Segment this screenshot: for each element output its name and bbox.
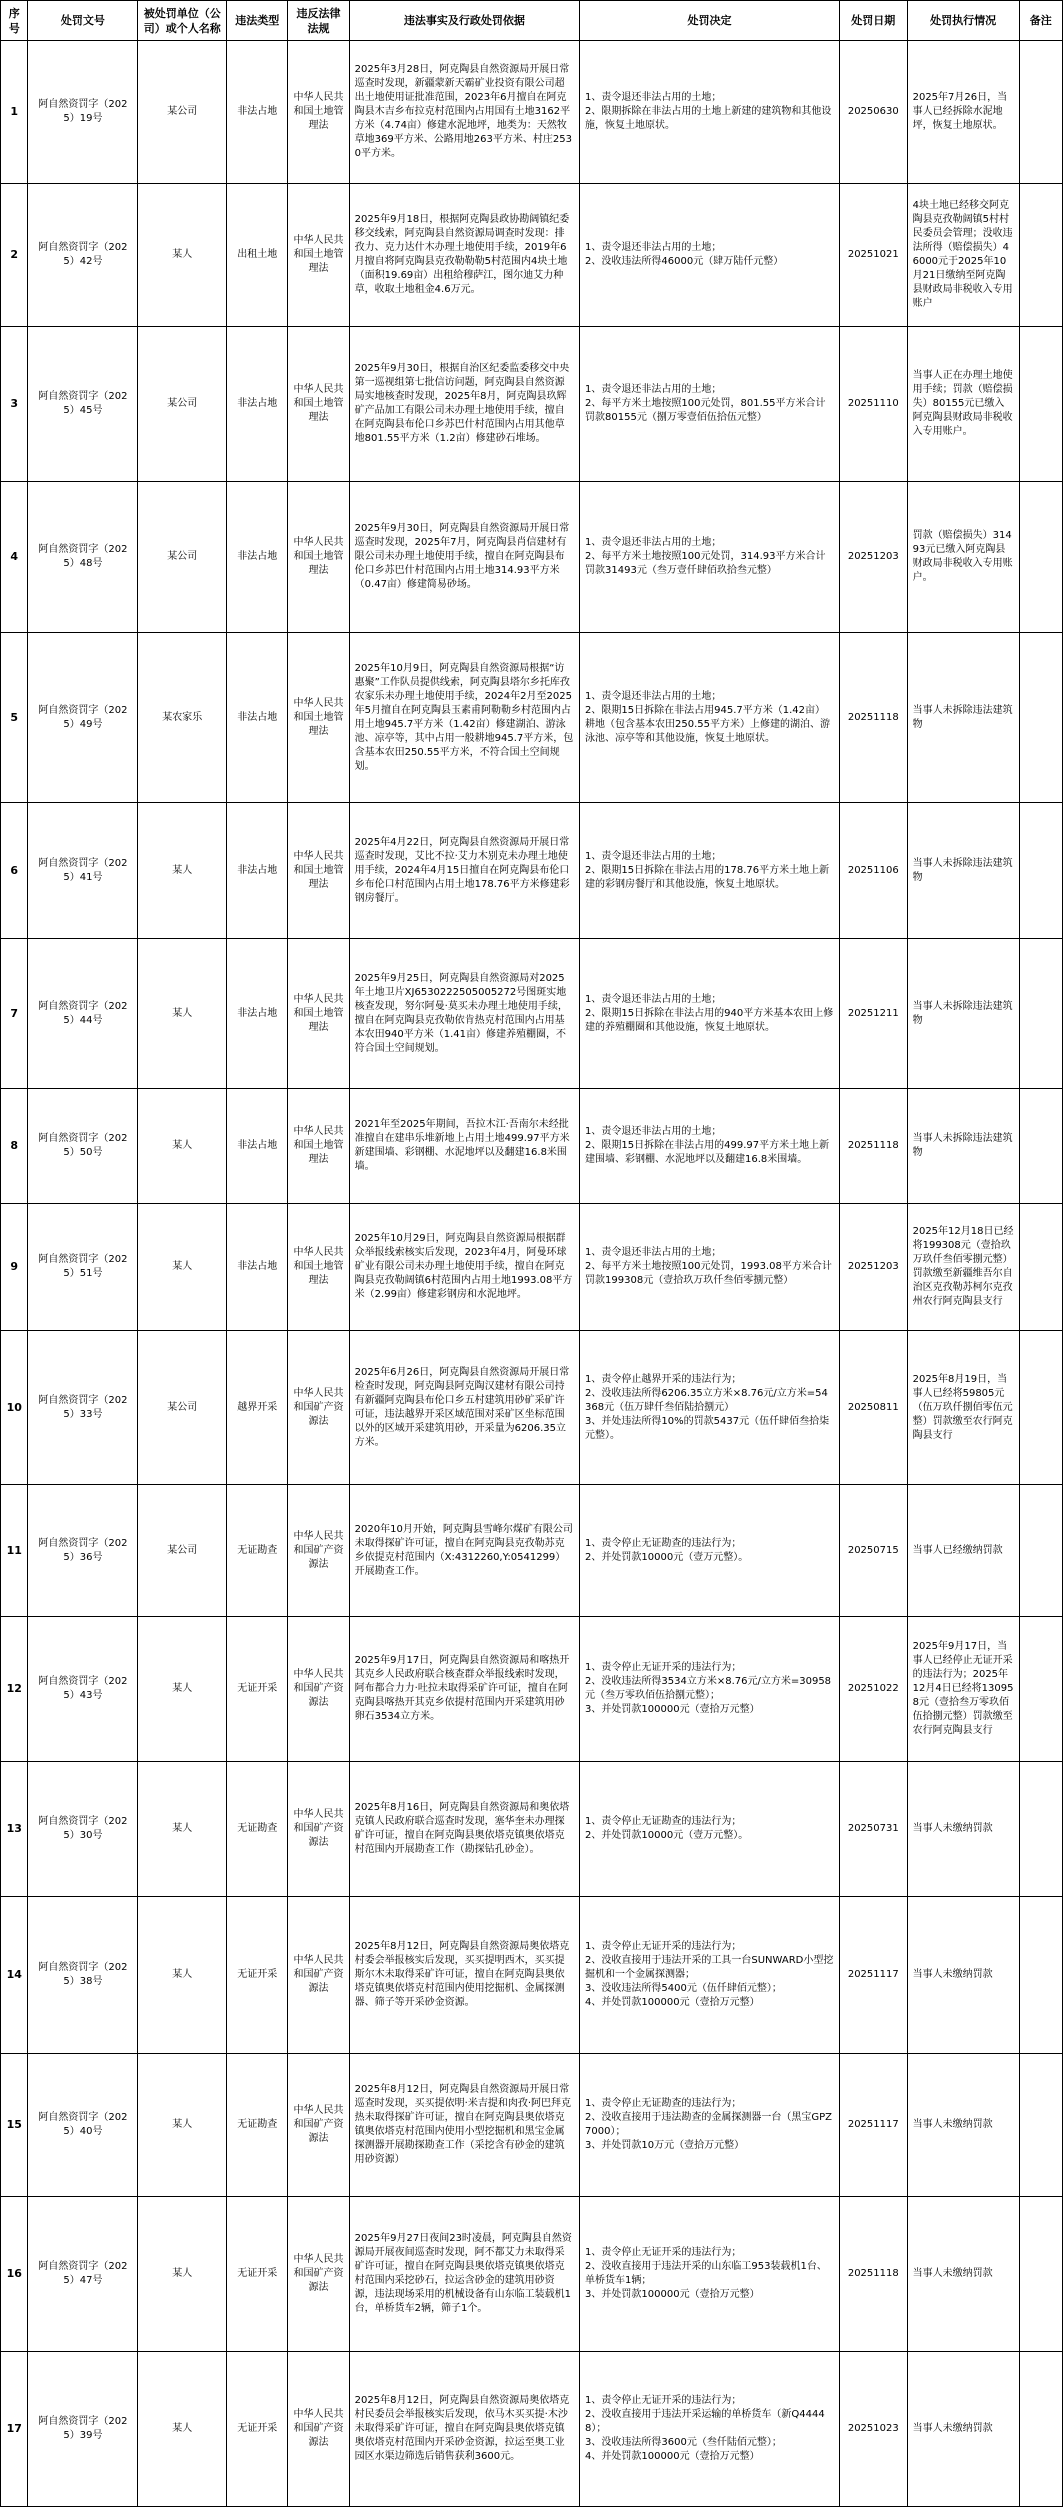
doc-number: 阿自然资罚字（2025）44号	[28, 939, 138, 1089]
execution-status: 当事人未缴纳罚款	[907, 2054, 1019, 2197]
decision-text: 1、责令停止无证开采的违法行为； 2、没收直接用于违法开采的工具一台SUNWARD小型挖掘机和一个金属探测器； 3、没收违法所得5400元（伍仟肆佰元整）； 4、并处罚款100000元（壹拾万元整）	[580, 1897, 840, 2054]
note	[1019, 482, 1062, 633]
table-row	[1, 184, 1063, 327]
party-name: 某人	[138, 1617, 227, 1762]
table-row	[1, 482, 1063, 633]
doc-number: 阿自然资罚字（2025）51号	[28, 1204, 138, 1331]
decision-text: 1、责令停止无证勘查的违法行为； 2、并处罚款10000元（壹万元整）。	[580, 1762, 840, 1897]
execution-status: 当事人未缴纳罚款	[907, 1897, 1019, 2054]
violation-type: 无证开采	[227, 2352, 288, 2507]
table-row	[1, 939, 1063, 1089]
penalty-date: 20251023	[839, 2352, 907, 2507]
table-row	[1, 2352, 1063, 2507]
row-number: 16	[1, 2197, 28, 2352]
header-exec: 处罚执行情况	[907, 1, 1019, 41]
violation-type: 非法占地	[227, 633, 288, 803]
header-row	[1, 1, 1063, 41]
decision-text: 1、责令停止无证勘查的违法行为； 2、没收直接用于违法勘查的金属探测器一台（黑宝GPZ7000）； 3、并处罚款10万元（壹拾万元整）	[580, 2054, 840, 2197]
table-row	[1, 1762, 1063, 1897]
violated-law: 中华人民共和国土地管理法	[288, 184, 349, 327]
doc-number: 阿自然资罚字（2025）45号	[28, 327, 138, 482]
penalty-date: 20250715	[839, 1485, 907, 1617]
violated-law: 中华人民共和国矿产资源法	[288, 1762, 349, 1897]
violation-type: 无证开采	[227, 1897, 288, 2054]
facts-text: 2021年至2025年期间，吾拉木江·吾南尔未经批准擅自在建串乐堆新地上占用土地499.97平方米新建围墙、彩钢棚、水泥地坪以及翻建16.8米围墙。	[349, 1089, 579, 1204]
facts-text: 2025年10月9日，阿克陶县自然资源局根据“访惠聚”工作队员提供线索，阿克陶县塔尔乡托库孜农家乐未办理土地使用手续，2024年2月至2025年5月擅自在阿克陶县玉素甫阿勒勒乡村范围内占用土地945.7平方米（1.42亩）修建湖泊、游泳池、凉亭等，其中占用一般耕地945.7平方米，包含基本农田250.55平方米，不符合国土空间规划。	[349, 633, 579, 803]
decision-text: 1、责令退还非法占用的土地； 2、限期15日拆除在非法占用945.7平方米（1.42亩）耕地（包含基本农田250.55平方米）上修建的湖泊、游泳池、凉亭等和其他设施，恢复土地原状。	[580, 633, 840, 803]
violation-type: 非法占地	[227, 482, 288, 633]
party-name: 某人	[138, 184, 227, 327]
decision-text: 1、责令停止无证勘查的违法行为； 2、并处罚款10000元（壹万元整）。	[580, 1485, 840, 1617]
doc-number: 阿自然资罚字（2025）42号	[28, 184, 138, 327]
decision-text: 1、责令退还非法占用的土地； 2、限期15日拆除在非法占用的178.76平方米土地上新建的彩钢房餐厅和其他设施，恢复土地原状。	[580, 803, 840, 939]
doc-number: 阿自然资罚字（2025）48号	[28, 482, 138, 633]
row-number: 7	[1, 939, 28, 1089]
table-row	[1, 41, 1063, 184]
note	[1019, 1762, 1062, 1897]
table-row	[1, 633, 1063, 803]
execution-status: 2025年8月19日，当事人已经将59805元（伍万玖仟捌佰零伍元整）罚款缴至农行阿克陶县支行	[907, 1331, 1019, 1485]
party-name: 某人	[138, 2054, 227, 2197]
penalty-date: 20250731	[839, 1762, 907, 1897]
party-name: 某人	[138, 939, 227, 1089]
facts-text: 2025年4月22日，阿克陶县自然资源局开展日常巡查时发现，艾比不拉·艾力木别克未办理土地使用手续，2024年4月15日擅自在阿克陶县布伦口乡布伦口村范围内占用土地178.76平方米修建彩钢房餐厅。	[349, 803, 579, 939]
violated-law: 中华人民共和国土地管理法	[288, 633, 349, 803]
violation-type: 非法占地	[227, 1089, 288, 1204]
execution-status: 当事人未拆除违法建筑物	[907, 939, 1019, 1089]
row-number: 15	[1, 2054, 28, 2197]
execution-status: 罚款（赔偿损失）31493元已缴入阿克陶县财政局非税收入专用账户。	[907, 482, 1019, 633]
violation-type: 非法占地	[227, 803, 288, 939]
row-number: 4	[1, 482, 28, 633]
penalty-date: 20251203	[839, 482, 907, 633]
doc-number: 阿自然资罚字（2025）30号	[28, 1762, 138, 1897]
facts-text: 2025年9月30日，阿克陶县自然资源局开展日常巡查时发现，2025年7月，阿克陶县肖信建材有限公司未办理土地使用手续，擅自在阿克陶县布伦口乡苏巴什村范围内占用土地314.93平方米（0.47亩）修建简易砂场。	[349, 482, 579, 633]
decision-text: 1、责令停止无证开采的违法行为； 2、没收直接用于违法开采运输的单桥货车（新Q44448）； 3、没收违法所得3600元（叁仟陆佰元整）； 4、并处罚款100000元（壹拾万元整）	[580, 2352, 840, 2507]
note	[1019, 1485, 1062, 1617]
doc-number: 阿自然资罚字（2025）41号	[28, 803, 138, 939]
decision-text: 1、责令退还非法占用的土地； 2、每平方米土地按照100元处罚，1993.08平方米合计罚款199308元（壹拾玖万玖仟叁佰零捌元整）	[580, 1204, 840, 1331]
table-row	[1, 803, 1063, 939]
table-row	[1, 1897, 1063, 2054]
violated-law: 中华人民共和国矿产资源法	[288, 1617, 349, 1762]
party-name: 某人	[138, 1089, 227, 1204]
facts-text: 2025年9月30日，根据自治区纪委监委移交中央第一巡视组第七批信访问题，阿克陶县自然资源局实地核查时发现，2025年8月，阿克陶县玖辉矿产品加工有限公司未办理土地使用手续，擅自在阿克陶县布伦口乡苏巴什村范围内占用其他草地801.55平方米（1.2亩）修建砂石堆场。	[349, 327, 579, 482]
note	[1019, 633, 1062, 803]
header-law: 违反法律法规	[288, 1, 349, 41]
violation-type: 无证开采	[227, 2197, 288, 2352]
note	[1019, 803, 1062, 939]
note	[1019, 1897, 1062, 2054]
note	[1019, 1089, 1062, 1204]
table-row	[1, 1331, 1063, 1485]
facts-text: 2025年6月26日，阿克陶县自然资源局开展日常检查时发现，阿克陶县阿克陶汉建材有限公司持有新疆阿克陶县布伦口乡五村建筑用砂矿采矿许可证，违法越界开采区域范围对采矿区坐标范围以外的区域开采建筑用砂，开采量为6206.35立方米。	[349, 1331, 579, 1485]
execution-status: 当事人正在办理土地使用手续；罚款（赔偿损失）80155元已缴入阿克陶县财政局非税收入专用账户。	[907, 327, 1019, 482]
decision-text: 1、责令停止越界开采的违法行为； 2、没收违法所得6206.35立方米×8.76元/立方米=54368元（伍万肆仟叁佰陆拾捌元） 3、并处违法所得10%的罚款5437元（伍仟肆佰叁拾柒元整）。	[580, 1331, 840, 1485]
violation-type: 无证勘查	[227, 2054, 288, 2197]
header-note: 备注	[1019, 1, 1062, 41]
facts-text: 2025年9月18日，根据阿克陶县政协勘阔镇纪委移交线索，阿克陶县自然资源局调查时发现：排孜力、克力达什木办理土地使用手续，2019年6月擅自将阿克陶县克孜勒勒勒5村范围内4块土地（面积19.69亩）出租给穆萨江，图尔迪艾力种草，收取土地租金4.6万元。	[349, 184, 579, 327]
doc-number: 阿自然资罚字（2025）40号	[28, 2054, 138, 2197]
table-row	[1, 1089, 1063, 1204]
violation-type: 无证勘查	[227, 1485, 288, 1617]
violated-law: 中华人民共和国土地管理法	[288, 482, 349, 633]
note	[1019, 1617, 1062, 1762]
penalty-date: 20251118	[839, 2197, 907, 2352]
penalty-date: 20251118	[839, 633, 907, 803]
table-row	[1, 327, 1063, 482]
doc-number: 阿自然资罚字（2025）47号	[28, 2197, 138, 2352]
facts-text: 2025年9月17日，阿克陶县自然资源局和喀热开其克乡人民政府联合核查群众举报线索时发现，阿布都合力力·吐拉未取得采矿许可证，擅自在阿克陶县喀热开其克乡依提村范围内开采建筑用砂卵石3534立方米。	[349, 1617, 579, 1762]
violated-law: 中华人民共和国矿产资源法	[288, 1897, 349, 2054]
party-name: 某公司	[138, 1485, 227, 1617]
row-number: 1	[1, 41, 28, 184]
note	[1019, 1204, 1062, 1331]
violated-law: 中华人民共和国土地管理法	[288, 1089, 349, 1204]
party-name: 某公司	[138, 482, 227, 633]
note	[1019, 184, 1062, 327]
header-no: 序号	[1, 1, 28, 41]
execution-status: 当事人未缴纳罚款	[907, 1762, 1019, 1897]
table-row	[1, 1204, 1063, 1331]
header-party: 被处罚单位（公司）或个人名称	[138, 1, 227, 41]
violation-type: 无证勘查	[227, 1762, 288, 1897]
violation-type: 非法占地	[227, 327, 288, 482]
execution-status: 当事人未拆除违法建筑物	[907, 803, 1019, 939]
execution-status: 2025年7月26日，当事人已经拆除水泥地坪，恢复土地原状。	[907, 41, 1019, 184]
facts-text: 2025年9月27日夜间23时凌晨，阿克陶县自然资源局开展夜间巡查时发现，阿不都艾力未取得采矿许可证，擅自在阿克陶县奥依塔克镇奥依塔克村范围内采挖砂石，拉运含砂金的建筑用砂资源，违法现场采用的机械设备有山东临工装载机1台，单桥货车2辆，筛子1个。	[349, 2197, 579, 2352]
note	[1019, 939, 1062, 1089]
party-name: 某公司	[138, 41, 227, 184]
doc-number: 阿自然资罚字（2025）19号	[28, 41, 138, 184]
decision-text: 1、责令退还非法占用的土地； 2、限期拆除在非法占用的土地上新建的建筑物和其他设施，恢复土地原状。	[580, 41, 840, 184]
table-row	[1, 2054, 1063, 2197]
row-number: 10	[1, 1331, 28, 1485]
penalty-date: 20251118	[839, 1089, 907, 1204]
row-number: 5	[1, 633, 28, 803]
penalty-date: 20251117	[839, 1897, 907, 2054]
header-facts: 违法事实及行政处罚依据	[349, 1, 579, 41]
row-number: 9	[1, 1204, 28, 1331]
decision-text: 1、责令退还非法占用的土地； 2、限期15日拆除在非法占用的499.97平方米土地上新建围墙、彩钢棚、水泥地坪以及翻建16.8米围墙。	[580, 1089, 840, 1204]
execution-status: 2025年12月18日已经将199308元（壹拾玖万玖仟叁佰零捌元整）罚款缴至新疆维吾尔自治区克孜勒苏柯尔克孜州农行阿克陶县支行	[907, 1204, 1019, 1331]
doc-number: 阿自然资罚字（2025）36号	[28, 1485, 138, 1617]
doc-number: 阿自然资罚字（2025）49号	[28, 633, 138, 803]
note	[1019, 2197, 1062, 2352]
execution-status: 当事人未拆除违法建筑物	[907, 633, 1019, 803]
party-name: 某人	[138, 1897, 227, 2054]
party-name: 某人	[138, 803, 227, 939]
facts-text: 2025年8月16日，阿克陶县自然资源局和奥依塔克镇人民政府联合巡查时发现，塞华奎未办理探矿许可证，擅自在阿克陶县奥依塔克镇奥依塔克村范围内开展勘查工作（勘探钻孔砂金）。	[349, 1762, 579, 1897]
execution-status: 4块土地已经移交阿克陶县克孜勒阔镇5村村民委员会管理；没收违法所得（赔偿损失）46000元于2025年10月21日缴纳至阿克陶县财政局非税收入专用账户	[907, 184, 1019, 327]
penalty-date: 20251021	[839, 184, 907, 327]
note	[1019, 41, 1062, 184]
violated-law: 中华人民共和国土地管理法	[288, 1204, 349, 1331]
violated-law: 中华人民共和国矿产资源法	[288, 2054, 349, 2197]
row-number: 6	[1, 803, 28, 939]
row-number: 13	[1, 1762, 28, 1897]
row-number: 11	[1, 1485, 28, 1617]
violated-law: 中华人民共和国土地管理法	[288, 939, 349, 1089]
facts-text: 2025年3月28日，阿克陶县自然资源局开展日常巡查时发现，新疆蒙新天霸矿业投资有限公司超出土地使用证批准范围，2023年6月擅自在阿克陶县木吉乡布拉克村范围内占用国有土地3162平方米（4.74亩）修建水泥地坪，地类为：天然牧草地369平方米、公路用地263平方米、村庄2530平方米。	[349, 41, 579, 184]
penalty-date: 20251106	[839, 803, 907, 939]
row-number: 3	[1, 327, 28, 482]
table-row	[1, 1617, 1063, 1762]
header-doc: 处罚文号	[28, 1, 138, 41]
party-name: 某人	[138, 1762, 227, 1897]
doc-number: 阿自然资罚字（2025）43号	[28, 1617, 138, 1762]
violated-law: 中华人民共和国矿产资源法	[288, 1485, 349, 1617]
doc-number: 阿自然资罚字（2025）50号	[28, 1089, 138, 1204]
row-number: 8	[1, 1089, 28, 1204]
facts-text: 2025年9月25日，阿克陶县自然资源局对2025年土地卫片XJ6530222505005272号图斑实地核查发现，努尔阿曼·莫买未办理土地使用手续，擅自在阿克陶县克孜勒依肯热克村范围内占用基本农田940平方米（1.41亩）修建养殖棚圈，不符合国土空间规划。	[349, 939, 579, 1089]
note	[1019, 2352, 1062, 2507]
decision-text: 1、责令停止无证开采的违法行为； 2、没收违法所得3534立方米×8.76元/立方米=30958元（叁万零玖佰伍拾捌元整）； 3、并处罚款100000元（壹拾万元整）	[580, 1617, 840, 1762]
party-name: 某公司	[138, 1331, 227, 1485]
violation-type: 越界开采	[227, 1331, 288, 1485]
header-decision: 处罚决定	[580, 1, 840, 41]
table-row	[1, 1485, 1063, 1617]
execution-status: 当事人已经缴纳罚款	[907, 1485, 1019, 1617]
party-name: 某公司	[138, 327, 227, 482]
execution-status: 当事人未拆除违法建筑物	[907, 1089, 1019, 1204]
facts-text: 2025年8月12日，阿克陶县自然资源局奥依塔克村委会举报核实后发现，买买提明西木，买买提斯尔木未取得采矿许可证，擅自在阿克陶县奥依塔克镇奥依塔克村范围内使用挖掘机、金属探测器、筛子等开采砂金资源。	[349, 1897, 579, 2054]
penalty-date: 20251022	[839, 1617, 907, 1762]
violation-type: 无证开采	[227, 1617, 288, 1762]
decision-text: 1、责令退还非法占用的土地； 2、限期15日拆除在非法占用的940平方米基本农田上修建的养殖棚圈和其他设施，恢复土地原状。	[580, 939, 840, 1089]
violation-type: 非法占地	[227, 939, 288, 1089]
doc-number: 阿自然资罚字（2025）39号	[28, 2352, 138, 2507]
violated-law: 中华人民共和国矿产资源法	[288, 2197, 349, 2352]
row-number: 14	[1, 1897, 28, 2054]
doc-number: 阿自然资罚字（2025）38号	[28, 1897, 138, 2054]
violated-law: 中华人民共和国土地管理法	[288, 327, 349, 482]
facts-text: 2025年8月12日，阿克陶县自然资源局奥依塔克村民委员会举报核实后发现，依马木买买提·木沙未取得采矿许可证，擅自在阿克陶县奥依塔克镇奥依塔克村范围内开采砂金资源，拉运至奥工业园区水渠边筛选后销售获利3600元。	[349, 2352, 579, 2507]
doc-number: 阿自然资罚字（2025）33号	[28, 1331, 138, 1485]
decision-text: 1、责令退还非法占用的土地； 2、没收违法所得46000元（肆万陆仟元整）	[580, 184, 840, 327]
header-date: 处罚日期	[839, 1, 907, 41]
execution-status: 2025年9月17日，当事人已经停止无证开采的违法行为；2025年12月4日已经将130958元（壹拾叁万零玖佰伍拾捌元整）罚款缴至农行阿克陶县支行	[907, 1617, 1019, 1762]
note	[1019, 2054, 1062, 2197]
penalty-date: 20251203	[839, 1204, 907, 1331]
note	[1019, 327, 1062, 482]
row-number: 12	[1, 1617, 28, 1762]
table-row	[1, 2197, 1063, 2352]
penalty-date: 20251110	[839, 327, 907, 482]
violated-law: 中华人民共和国矿产资源法	[288, 2352, 349, 2507]
violated-law: 中华人民共和国矿产资源法	[288, 1331, 349, 1485]
note	[1019, 1331, 1062, 1485]
party-name: 某人	[138, 1204, 227, 1331]
row-number: 17	[1, 2352, 28, 2507]
execution-status: 当事人未缴纳罚款	[907, 2197, 1019, 2352]
header-type: 违法类型	[227, 1, 288, 41]
execution-status: 当事人未缴纳罚款	[907, 2352, 1019, 2507]
violated-law: 中华人民共和国土地管理法	[288, 41, 349, 184]
violated-law: 中华人民共和国土地管理法	[288, 803, 349, 939]
violation-type: 非法占地	[227, 41, 288, 184]
penalty-date: 20250630	[839, 41, 907, 184]
row-number: 2	[1, 184, 28, 327]
decision-text: 1、责令退还非法占用的土地； 2、每平方米土地按照100元处罚，801.55平方米合计罚款80155元（捌万零壹佰伍拾伍元整）	[580, 327, 840, 482]
table-body	[1, 41, 1063, 2507]
violation-type: 非法占地	[227, 1204, 288, 1331]
party-name: 某农家乐	[138, 633, 227, 803]
party-name: 某人	[138, 2352, 227, 2507]
facts-text: 2025年8月12日，阿克陶县自然资源局开展日常巡查时发现，买买提依明·米吉提和肉孜·阿巴拜克热未取得探矿许可证，擅自在阿克陶县奥依塔克镇奥依塔克村范围内使用小型挖掘机和黑宝金属探测器开展勘探勘查工作（采挖含有砂金的建筑用砂资源）	[349, 2054, 579, 2197]
facts-text: 2025年10月29日，阿克陶县自然资源局根据群众举报线索核实后发现，2023年4月，阿曼环球矿业有限公司未办理土地使用手续，擅自在阿克陶县克孜勒阔镇6村范围内占用土地1993.08平方米（2.99亩）修建彩钢房和水泥地坪。	[349, 1204, 579, 1331]
penalty-date: 20250811	[839, 1331, 907, 1485]
decision-text: 1、责令退还非法占用的土地； 2、每平方米土地按照100元处罚，314.93平方米合计罚款31493元（叁万壹仟肆佰玖拾叁元整）	[580, 482, 840, 633]
party-name: 某人	[138, 2197, 227, 2352]
violation-type: 出租土地	[227, 184, 288, 327]
decision-text: 1、责令停止无证开采的违法行为； 2、没收直接用于违法开采的山东临工953装载机1台、单桥货车1辆； 3、并处罚款100000元（壹拾万元整）	[580, 2197, 840, 2352]
penalty-date: 20251211	[839, 939, 907, 1089]
facts-text: 2020年10月开始，阿克陶县雪峰尔煤矿有限公司未取得探矿许可证，擅自在阿克陶县克孜勒苏克乡依提克村范围内（X:4312260,Y:0541299）开展勘查工作。	[349, 1485, 579, 1617]
penalty-date: 20251117	[839, 2054, 907, 2197]
